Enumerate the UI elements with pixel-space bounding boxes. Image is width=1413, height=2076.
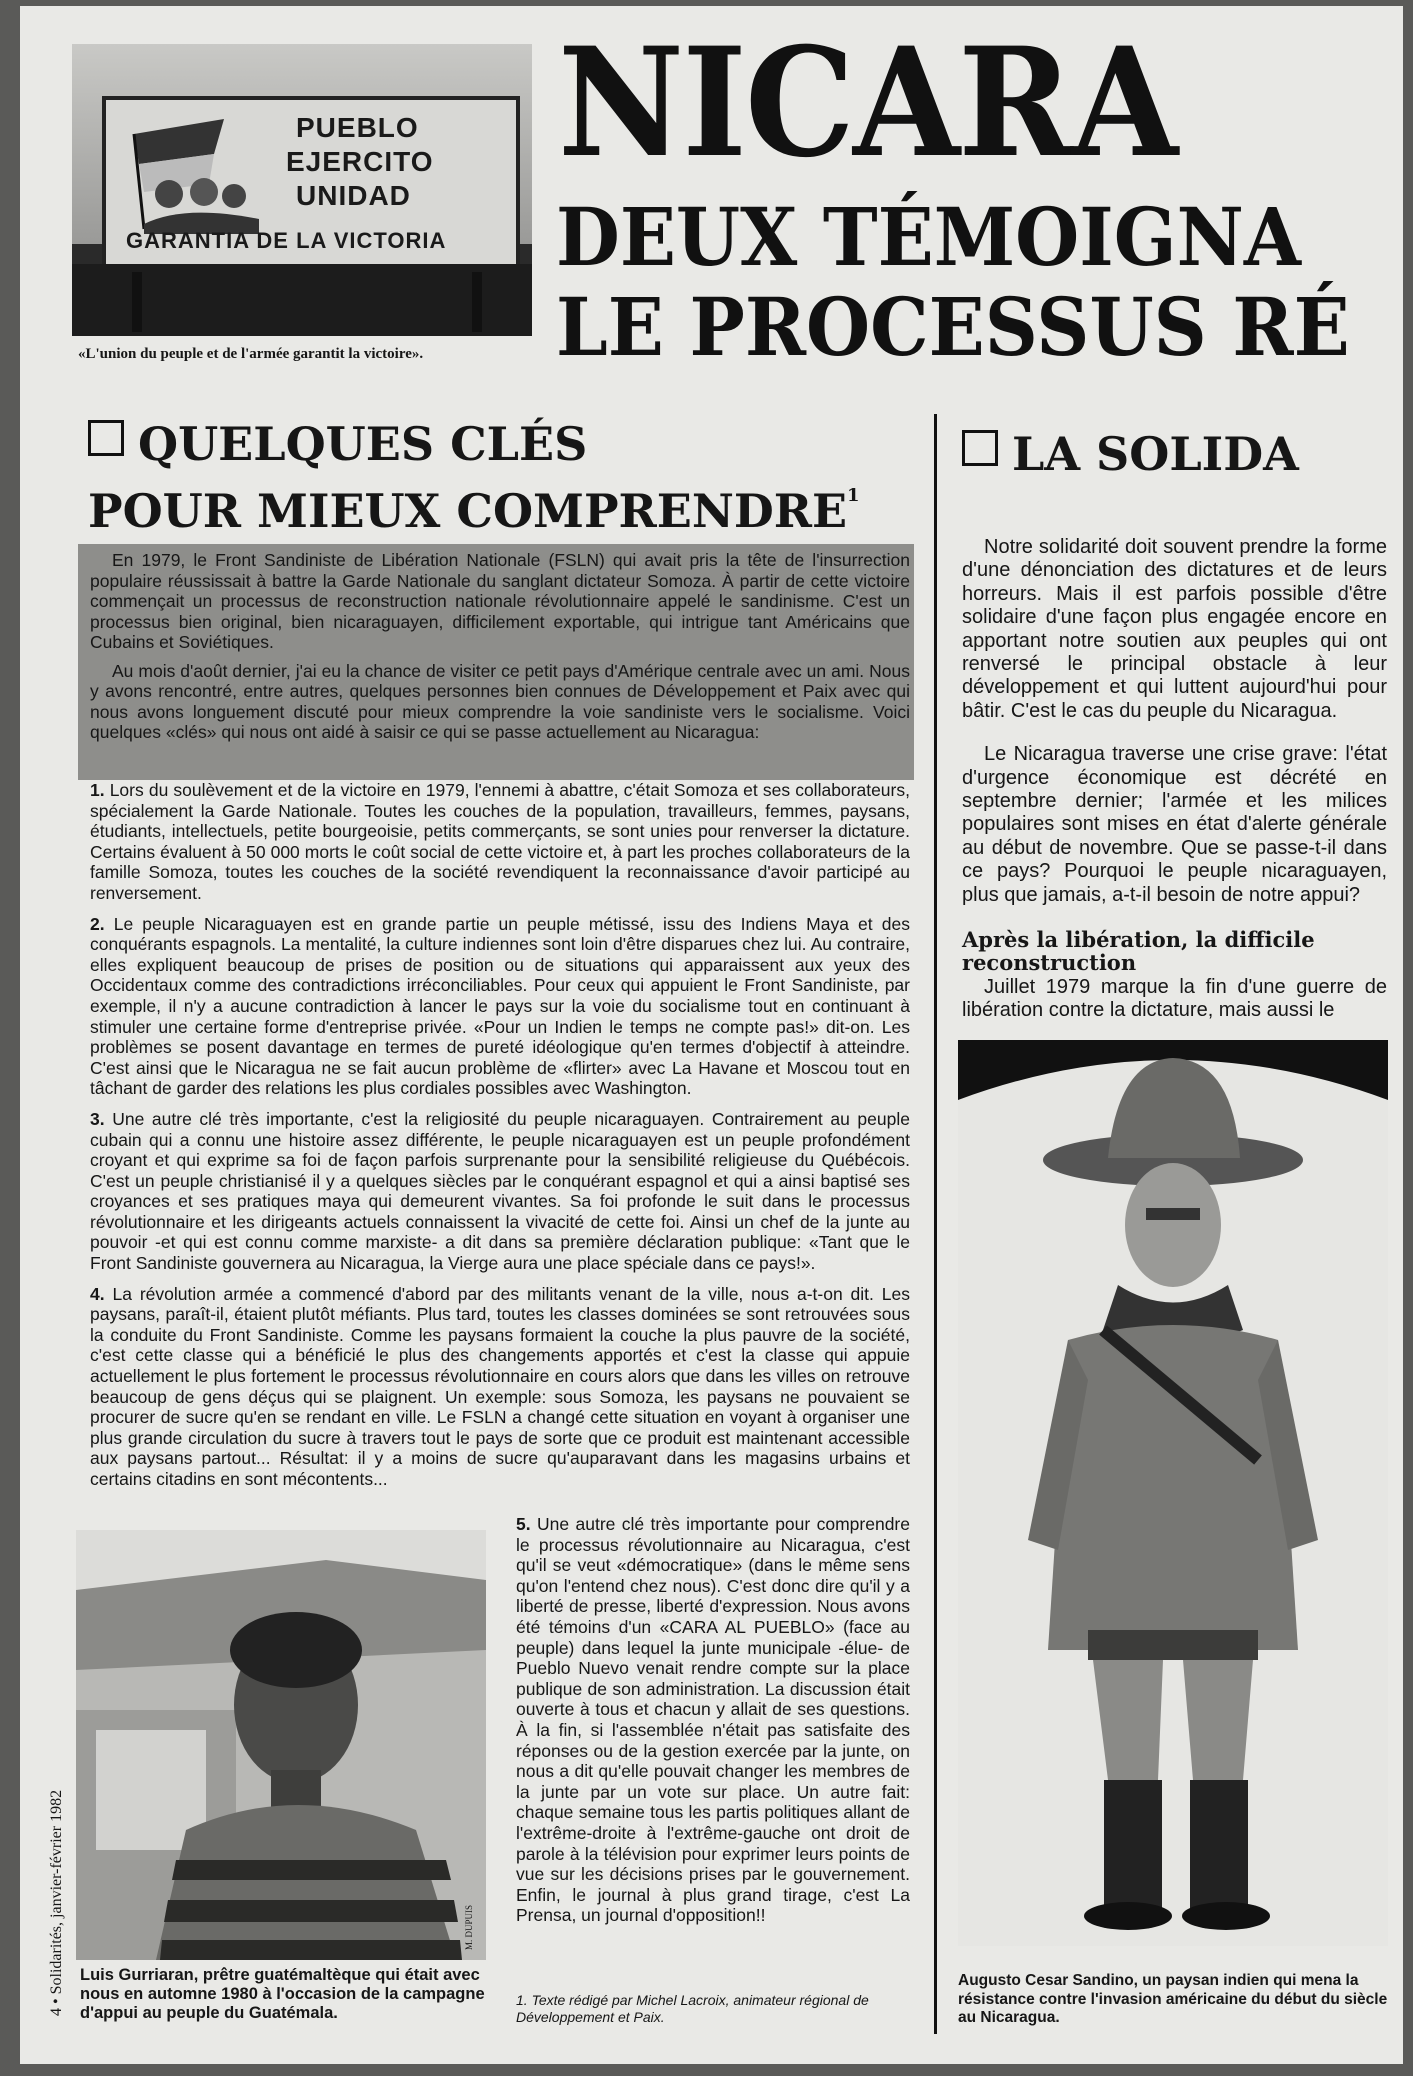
key-3-number: 3. [90, 1108, 105, 1129]
right-paragraph-1: Notre solidarité doit souvent prendre la forme d'une dénonciation des dictatures et de leurs horreurs. Mais il est parfois possible d'être solidaire d'une façon plus engagée encore en apportant notre soutien aux peuples qui ont renversé le principal obstacle à leur développement et qui luttent aujourd'hui pour bâtir. C'est le cas du peuple du Nicaragua. [962, 536, 1387, 722]
intro-text [90, 550, 910, 751]
headline-line-3: LE PROCESSUS RÉ [556, 280, 1350, 374]
billboard-line-2: EJERCITO [286, 146, 434, 177]
column-divider [934, 414, 937, 2034]
key-2-number: 2. [90, 913, 105, 934]
left-title-line-1: QUELQUES CLÉS [138, 417, 588, 471]
key-5-number: 5. [516, 1514, 531, 1534]
billboard-caption: «L'union du peuple et de l'armée garantit la victoire». [78, 346, 424, 362]
intro-paragraph-1: En 1979, le Front Sandiniste de Libération Nationale (FSLN) qui avait pris la tête de l'insurrection populaire réussissait à battre la Garde Nationale du sanglant dictateur Somoza. À partir de cette victoire commençait un processus de reconstruction nationale révolutionnaire appelé le sandinisme. C'est un processus bien original, bien nicaraguayen, difficilement exportable, qui intrigue tant Américains que Cubains et Soviétiques. [90, 550, 910, 652]
keys-list [90, 780, 910, 1500]
sandino-caption: Augusto Cesar Sandino, un paysan indien qui mena la résistance contre l'invasion américaine du début du siècle au Nicaragua. [958, 1972, 1388, 2026]
billboard-line-4: GARANTIA DE LA VICTORIA [126, 228, 447, 253]
headline-line-2: DEUX TÉMOIGNA [556, 190, 1301, 284]
key-3-text: Une autre clé très importante, c'est la religiosité du peuple nicaraguayen. Contrairement au peuple cubain qui a connu une histoire assez différente, le peuple nicaraguayen est un peuple profondément croyant et qui exprime sa foi de façon parfois surprenante pour la sensibilité religieuse du Québécois. C'est un peuple christianisé il y a quelques siècles par le conquérant espagnol et qui a ainsi baptisé ses croyances et ses pratiques maya qui demeurent vivantes. Sa foi profonde le suit dans le processus révolutionnaire et les dirigeants actuels connaissent la vivacité de cette foi. Ainsi un chef de la junte au pouvoir -et qui est connu comme marxiste- a dit dans sa première déclaration publique: «Tant que le Front Sandiniste gouvernera au Nicaragua, la Vierge aura une place spéciale dans ce pays!». [90, 1108, 910, 1274]
sandino-illustration [958, 1040, 1388, 1946]
key-5 [516, 1514, 910, 1936]
side-folio: 4 • Solidarités, janvier-février 1982 [48, 1789, 65, 2016]
flag-soldiers-illustration [114, 114, 264, 234]
right-paragraph-3: Juillet 1979 marque la fin d'une guerre de libération contre la dictature, mais aussi le [962, 976, 1387, 1022]
photo-credit: M. DUPUIS [464, 1904, 474, 1950]
key-2 [90, 914, 910, 1099]
key-3 [90, 1109, 910, 1274]
checkbox-square-icon [962, 430, 998, 466]
key-4-text: La révolution armée a commencé d'abord par des militants venant de la ville, nous a-t-on dit. Les paysans, paraît-il, étaient plutôt méfiants. Plus tard, toutes les classes dominées se sont retrouvées sous la conduite du Front Sandiniste. Comme les paysans formaient la couche la plus pauvre de la société, c'est cette classe qui a bénéficié le plus des changements apportés et c'est la classe qui appuie actuellement le plus fortement le processus révolutionnaire en cours alors que dans les villes on retrouve beaucoup de gens déçus qui se plaignent. Un exemple: sous Somoza, les paysans ne pouvaient se procurer de sucre qu'en se rendant en ville. Le FSLN a changé cette situation en voyant à organiser une plus grande circulation du sucre à travers tout le pays de sorte que ce produit est maintenant accessible aux paysans partout... Résultat: il y a moins de sucre qu'auparavant dans les magasins urbains et certains citadins en sont mécontents... [90, 1283, 910, 1489]
key-1 [90, 780, 910, 904]
footnote-mark: 1 [847, 485, 860, 506]
key-1-number: 1. [90, 780, 105, 800]
key-2-text: Le peuple Nicaraguayen est en grande partie un peuple métissé, issu des Indiens Maya et des conquérants espagnols. La mentalité, la culture indiennes sont loin d'être disparues chez lui. Au contraire, elles expliquent beaucoup de prises de position ou de situations qui apparaissent aux yeux des Occidentaux comme des contradictions irréconciliables. Pour ceux qui appuient le Front Sandiniste, par exemple, il n'y a aucune contradiction à lancer le pays sur la voie du socialisme tout en continuant à stimuler une certaine forme d'entreprise privée. «Pour un Indien le temps ne compte pas!» dit-on. Les problèmes se posent davantage en termes de pureté idéologique qu'en termes d'objectif à atteindre. C'est ainsi que le Nicaragua ne se fait aucun problème de «flirter» avec La Havane et Moscou tout en tâchant de garder des relations les plus cordiales possibles avec Washington. [90, 913, 910, 1099]
right-subhead: Après la libération, la difficile reconstruction [962, 927, 1315, 975]
luis-gurriaran-photo [76, 1530, 486, 1960]
left-section-title [88, 418, 928, 537]
billboard-line-3: UNIDAD [296, 180, 411, 211]
billboard-photo [72, 44, 532, 336]
right-section-title [962, 428, 1403, 480]
footnote: 1. Texte rédigé par Michel Lacroix, animateur régional de Développement et Paix. [516, 1992, 869, 2025]
checkbox-square-icon [88, 420, 124, 456]
billboard [102, 96, 520, 280]
right-paragraph-2: Le Nicaragua traverse une crise grave: l'état d'urgence économique est décrété en septembre dernier; l'armée et les milices populaires sont mises en état d'alerte générale au début de novembre. Que se passe-t-il dans ce pays? Pourquoi le peuple nicaraguayen, plus que jamais, a-t-il besoin de notre appui? [962, 743, 1387, 906]
intro-paragraph-2: Au mois d'août dernier, j'ai eu la chance de visiter ce petit pays d'Amérique centrale avec un ami. Nous y avons rencontré, entre autres, quelques personnes bien connues de Développement et Paix avec qui nous avons longuement discuté pour mieux comprendre la voie sandiniste vers le socialisme. Voici quelques «clés» qui nous ont aidé à saisir ce qui se passe actuellement au Nicaragua: [90, 660, 910, 742]
key-4 [90, 1284, 910, 1490]
key-5-text: Une autre clé très importante pour comprendre le processus révolutionnaire au Nicaragua, c'est qu'il se veut «démocratique» (dans le même sens qu'on l'entend chez nous). C'est donc dire qu'il y a liberté de presse, liberté d'expression. Nous avons été témoins d'un «CARA AL PUEBLO» (face au peuple) dans lequel la junte municipale -élue- de Pueblo Nuevo venait rendre compte sur la place publique de son administration. La discussion était ouverte à tous et chacun y allait de ses questions. À la fin, si l'assemblée n'était pas satisfaite des réponses ou de la gestion exercée par la junte, on nous a dit qu'elle pouvait changer les membres de la junte par un vote sur place. Un autre fait: chaque semaine tous les partis politiques allant de l'extrême-droite à l'extrême-gauche ont droit de parole à la télévision pour exprimer leurs points de vue sur les décisions prises par le gouvernement. Enfin, le journal à plus grand tirage, c'est La Prensa, un journal d'opposition!! [516, 1514, 910, 1926]
newspaper-page [20, 6, 1403, 2064]
headline-line-1: NICARA [558, 15, 1177, 191]
billboard-line-1: PUEBLO [296, 112, 419, 143]
luis-gurriaran-caption: Luis Gurriaran, prêtre guatémaltèque qui était avec nous en automne 1980 à l'occasion de la campagne d'appui au peuple du Guatémala. [80, 1966, 485, 2022]
left-title-line-2: POUR MIEUX COMPRENDRE [88, 484, 848, 538]
key-4-number: 4. [90, 1283, 105, 1304]
right-title-text: LA SOLIDA [1012, 427, 1299, 481]
right-column-text [962, 536, 1387, 927]
key-1-text: Lors du soulèvement et de la victoire en 1979, l'ennemi à abattre, c'était Somoza et ses collaborateurs, spécialement la Garde Nationale. Toutes les couches de la population, travailleurs, femmes, paysans, étudiants, intellectuels, petite bourgeoisie, petits commerçants, se sont unies pour renverser la dictature. Certains évaluent à 50 000 morts le coût social de cette victoire et, à part les proches collaborateurs de la famille Somoza, toutes les couches de la société revendiquent la reconnaissance d'avoir participé au renversement. [90, 780, 910, 903]
right-column-text-2 [962, 976, 1387, 1023]
